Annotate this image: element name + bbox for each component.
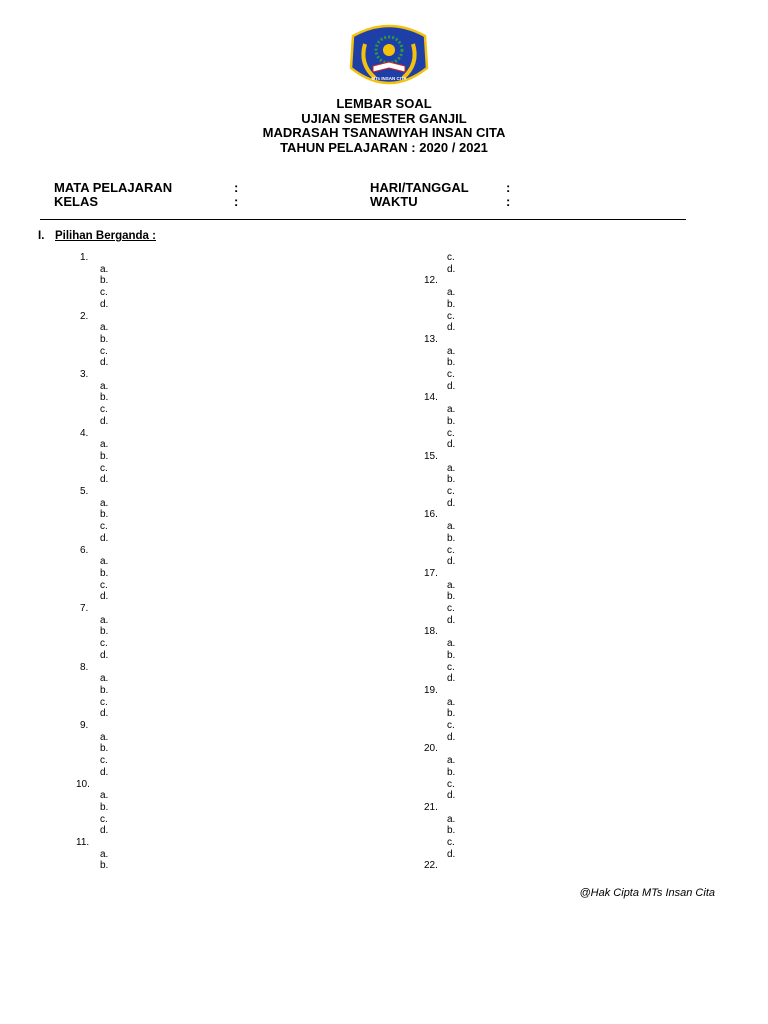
- answer-option: a.: [100, 497, 109, 509]
- answer-option: d.: [447, 731, 456, 743]
- answer-option: a.: [447, 755, 456, 767]
- answer-option: a.: [100, 439, 109, 451]
- answer-option: a.: [447, 462, 456, 474]
- heading-title: LEMBAR SOAL: [336, 96, 432, 111]
- answer-option: c.: [447, 252, 455, 263]
- answer-option: b.: [447, 591, 456, 603]
- answer-option: d.: [447, 380, 456, 392]
- header-divider: [40, 219, 686, 220]
- question-number: 3.: [80, 369, 89, 380]
- answer-option: d.: [100, 298, 109, 310]
- answer-option: d.: [447, 556, 456, 568]
- answer-option: a.: [447, 579, 456, 591]
- question-number: 5.: [80, 486, 89, 497]
- section-number: I.: [38, 230, 45, 242]
- answer-option: c.: [100, 813, 108, 825]
- section-title: Pilihan Berganda :: [55, 230, 156, 242]
- time-label: WAKTU: [370, 194, 418, 209]
- answer-option: c.: [447, 778, 455, 790]
- answer-option: d.: [100, 474, 109, 486]
- answer-option: c.: [100, 345, 108, 357]
- answer-option: b.: [100, 743, 109, 755]
- answer-option: d.: [100, 766, 109, 778]
- answer-option: c.: [447, 603, 455, 614]
- heading-exam: UJIAN SEMESTER GANJIL: [301, 110, 467, 126]
- question-number: 19.: [424, 684, 438, 696]
- answer-option: d.: [100, 591, 109, 603]
- answer-option: d.: [100, 357, 109, 369]
- answer-option: c.: [447, 720, 455, 731]
- answer-option: a.: [447, 404, 456, 416]
- answer-option: b.: [100, 392, 109, 404]
- answer-option: b.: [100, 333, 109, 345]
- answer-option: b.: [447, 532, 456, 544]
- answer-option: c.: [447, 427, 455, 439]
- answer-option: c.: [100, 462, 108, 474]
- answer-option: c.: [447, 486, 455, 497]
- answer-option: c.: [100, 638, 108, 650]
- answer-option: d.: [100, 415, 109, 427]
- question-number: 4.: [80, 427, 89, 439]
- question-number: 14.: [424, 392, 438, 404]
- answer-option: b.: [447, 298, 456, 310]
- answer-option: b.: [447, 708, 456, 720]
- question-number: 13.: [424, 333, 438, 345]
- question-number: 6.: [80, 544, 89, 556]
- question-number: 12.: [424, 275, 438, 287]
- answer-option: d.: [447, 614, 456, 626]
- answer-option: b.: [100, 450, 109, 462]
- answer-option: c.: [447, 369, 455, 380]
- answer-option: a.: [100, 556, 109, 568]
- answer-option: c.: [100, 579, 108, 591]
- question-number: 21.: [424, 801, 438, 813]
- answer-option: a.: [100, 263, 109, 275]
- answer-option: d.: [447, 497, 456, 509]
- answer-option: a.: [447, 813, 456, 825]
- subject-colon: :: [234, 180, 239, 195]
- answer-option: c.: [100, 287, 108, 299]
- answer-option: d.: [447, 322, 456, 334]
- answer-option: c.: [447, 544, 455, 556]
- answer-option: b.: [447, 766, 456, 778]
- answer-option: d.: [447, 263, 456, 275]
- question-number: 11.: [76, 837, 90, 848]
- answer-option: a.: [447, 696, 456, 708]
- answer-option: b.: [100, 626, 109, 638]
- answer-option: a.: [447, 521, 456, 533]
- copyright-footer: @Hak Cipta MTs Insan Cita: [579, 887, 715, 899]
- school-logo: [345, 20, 433, 92]
- answer-option: b.: [447, 825, 456, 837]
- answer-option: c.: [447, 837, 455, 848]
- heading-school: MADRASAH TSANAWIYAH INSAN CITA: [262, 125, 506, 140]
- answer-option: a.: [447, 287, 456, 299]
- question-number: 8.: [80, 661, 89, 673]
- answer-option: b.: [447, 357, 456, 369]
- answer-option: a.: [100, 614, 109, 626]
- answer-option: b.: [447, 649, 456, 661]
- answer-option: d.: [447, 790, 456, 802]
- answer-option: a.: [100, 790, 109, 802]
- answer-option: c.: [100, 755, 108, 767]
- answer-option: b.: [447, 415, 456, 427]
- answer-option: d.: [100, 708, 109, 720]
- answer-option: b.: [447, 474, 456, 486]
- answer-option: b.: [100, 860, 109, 872]
- answer-option: d.: [447, 848, 456, 860]
- answer-option: a.: [100, 731, 109, 743]
- answer-option: a.: [100, 380, 109, 392]
- question-number: 17.: [424, 567, 438, 579]
- answer-option: b.: [100, 509, 109, 521]
- answer-option: a.: [100, 673, 109, 685]
- answer-option: b.: [100, 684, 109, 696]
- question-number: 7.: [80, 603, 89, 614]
- answer-option: c.: [447, 310, 455, 322]
- answer-option: a.: [100, 848, 109, 860]
- answer-option: d.: [100, 649, 109, 661]
- time-colon: :: [506, 194, 511, 209]
- answer-option: c.: [100, 404, 108, 416]
- answer-option: d.: [100, 532, 109, 544]
- question-number: 20.: [424, 743, 438, 755]
- document-heading: [0, 97, 768, 155]
- question-number: 16.: [424, 509, 438, 521]
- question-number: 1.: [80, 252, 89, 263]
- subject-label: MATA PELAJARAN: [54, 180, 173, 195]
- day-date-label: HARI/TANGGAL: [370, 180, 469, 195]
- answer-option: d.: [447, 439, 456, 451]
- class-label: KELAS: [54, 194, 99, 209]
- answer-option: b.: [100, 275, 109, 287]
- answer-option: a.: [100, 322, 109, 334]
- answer-option: a.: [447, 638, 456, 650]
- question-number: 15.: [424, 450, 438, 462]
- heading-year: TAHUN PELAJARAN : 2020 / 2021: [280, 139, 488, 155]
- day-date-colon: :: [506, 180, 511, 195]
- answer-option: b.: [100, 801, 109, 813]
- answer-option: d.: [100, 825, 109, 837]
- logo-text: MTs INSAN CITA: [371, 76, 407, 81]
- question-number: 18.: [424, 626, 438, 638]
- question-number: 9.: [80, 720, 89, 731]
- answer-option: d.: [447, 673, 456, 685]
- class-colon: :: [234, 194, 239, 209]
- answer-option: c.: [100, 696, 108, 708]
- answer-option: a.: [447, 345, 456, 357]
- question-number: 22.: [424, 860, 438, 872]
- question-number: 2.: [80, 310, 89, 322]
- answer-option: c.: [100, 521, 108, 533]
- question-number: 10.: [76, 778, 90, 790]
- answer-option: c.: [447, 661, 455, 673]
- answer-option: b.: [100, 567, 109, 579]
